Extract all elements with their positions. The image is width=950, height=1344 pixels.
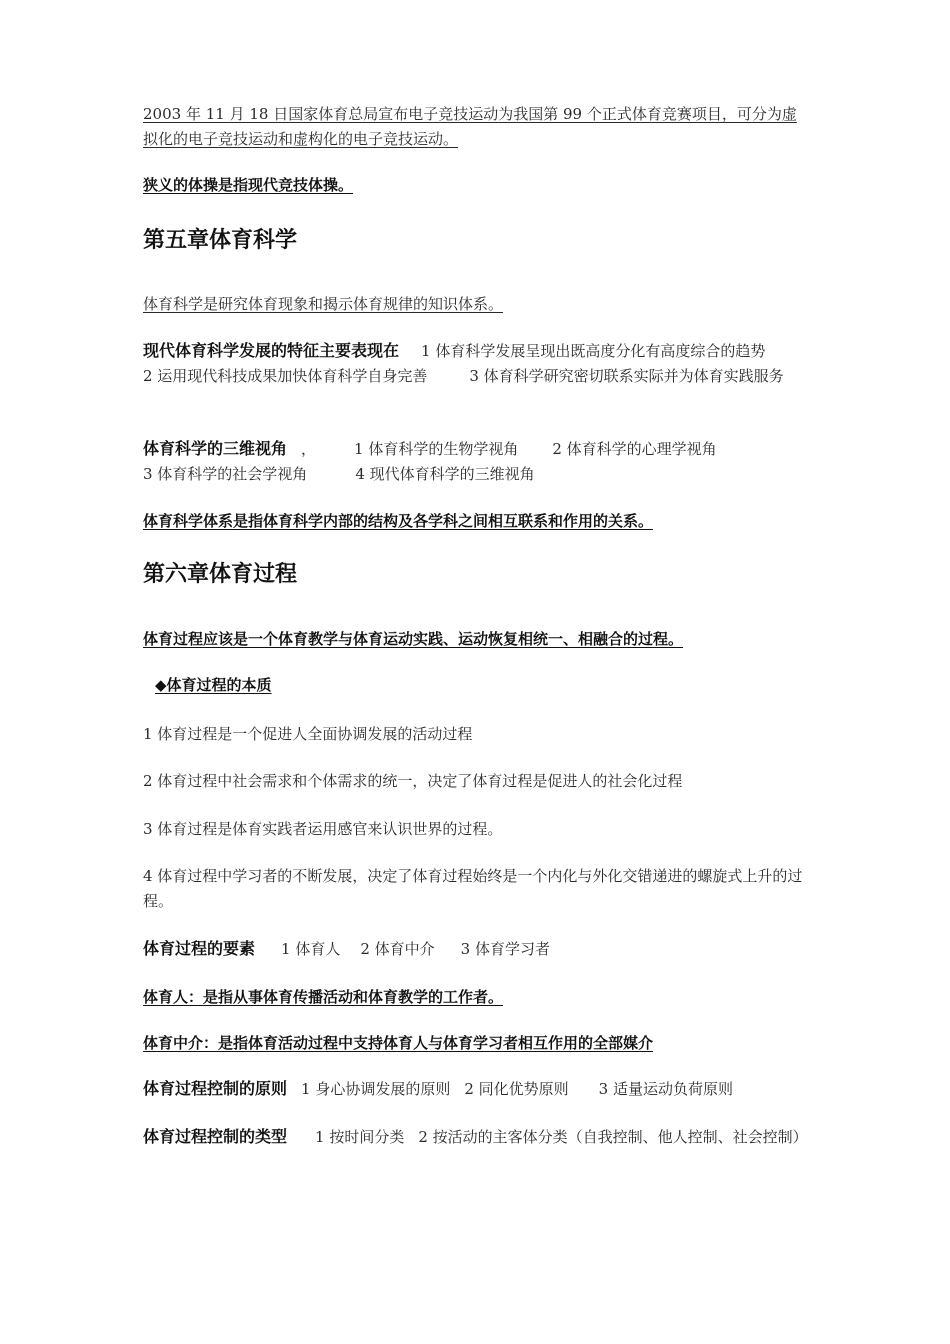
essence-item-1: 1 体育过程是一个促进人全面协调发展的活动过程 <box>143 725 473 743</box>
medium-definition: 体育中介：是指体育活动过程中支持体育人与体育学习者相互作用的全部媒介 <box>143 1034 654 1052</box>
educator-definition: 体育人：是指从事体育传播活动和体育教学的工作者。 <box>143 988 504 1006</box>
science-system-definition: 体育科学体系是指体育科学内部的结构及各学科之间相互联系和作用的关系。 <box>143 512 654 530</box>
control-principles-item-3: 3 适量运动负荷原则 <box>598 1080 733 1098</box>
elements-item-1: 1 体育人 <box>281 940 341 958</box>
control-types-paragraph <box>143 1124 811 1150</box>
features-term: 现代体育科学发展的特征主要表现在 <box>143 341 400 360</box>
intro-paragraph: 2003 年 11 月 18 日国家体育总局宣布电子竞技运动为我国第 99 个正式体育竞赛项目，可分为虚拟化的电子竞技运动和虚构化的电子竞技运动。 <box>143 105 797 148</box>
features-item-2: 2 运用现代科技成果加快体育科学自身完善 <box>143 367 428 385</box>
control-principles-item-2: 2 同化优势原则 <box>464 1080 569 1098</box>
elements-paragraph <box>143 936 811 962</box>
perspectives-item-3: 3 体育科学的社会学视角 <box>143 465 308 483</box>
perspectives-item-4: 4 现代体育科学的三维视角 <box>355 465 535 483</box>
chapter-6-title: 第六章体育过程 <box>143 562 298 587</box>
elements-item-3: 3 体育学习者 <box>460 940 550 958</box>
essence-item-3: 3 体育过程是体育实践者运用感官来认识世界的过程。 <box>143 820 503 838</box>
control-principles-paragraph <box>143 1076 811 1102</box>
perspectives-paragraph <box>143 436 811 487</box>
control-principles-term: 体育过程控制的原则 <box>143 1079 288 1098</box>
gymnastics-definition: 狭义的体操是指现代竞技体操。 <box>143 176 354 194</box>
control-types-term: 体育过程控制的类型 <box>143 1127 288 1146</box>
essence-item-4: 4 体育过程中学习者的不断发展，决定了体育过程始终是一个内化与外化交错递进的螺旋式上升的过程。 <box>143 867 803 910</box>
essence-heading: ◆体育过程的本质 <box>155 676 272 694</box>
features-item-3: 3 体育科学研究密切联系实际并为体育实践服务 <box>469 367 784 385</box>
process-definition: 体育过程应该是一个体育教学与体育运动实践、运动恢复相统一、相融合的过程。 <box>143 630 684 648</box>
chapter-5-title: 第五章体育科学 <box>143 228 298 253</box>
features-paragraph <box>143 338 811 389</box>
essence-item-2: 2 体育过程中社会需求和个体需求的统一，决定了体育过程是促进人的社会化过程 <box>143 772 683 790</box>
control-types-item-1: 1 按时间分类 <box>315 1128 405 1146</box>
perspectives-term: 体育科学的三维视角 <box>143 439 288 458</box>
control-types-item-2: 2 按活动的主客体分类（自我控制、他人控制、社会控制） <box>418 1128 808 1146</box>
perspectives-item-1: 1 体育科学的生物学视角 <box>354 440 519 458</box>
sport-science-definition: 体育科学是研究体育现象和揭示体育规律的知识体系。 <box>143 295 504 313</box>
features-item-1: 1 体育科学发展呈现出既高度分化有高度综合的趋势 <box>421 342 766 360</box>
elements-item-2: 2 体育中介 <box>360 940 435 958</box>
perspectives-separator: ， <box>301 440 317 458</box>
elements-term: 体育过程的要素 <box>143 939 256 958</box>
control-principles-item-1: 1 身心协调发展的原则 <box>301 1080 451 1098</box>
perspectives-item-2: 2 体育科学的心理学视角 <box>552 440 717 458</box>
